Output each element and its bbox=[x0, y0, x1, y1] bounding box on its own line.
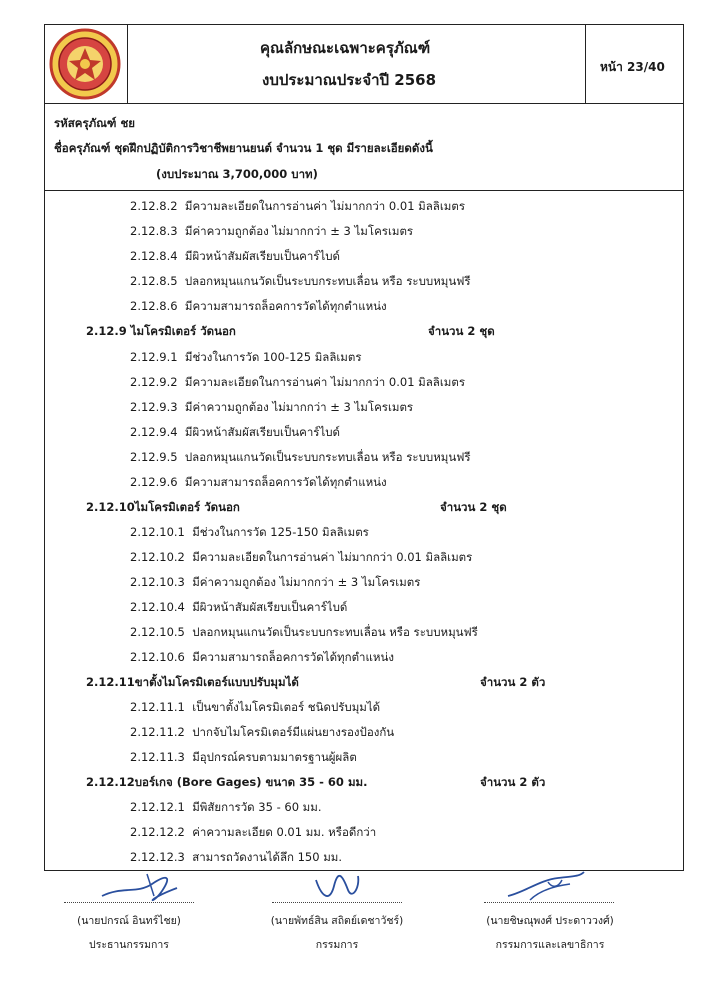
signer-3-name: (นายชิษณุพงศ์ ประดาววงศ์) bbox=[486, 915, 614, 927]
list-item bbox=[130, 449, 471, 467]
list-item bbox=[130, 649, 394, 667]
signature-line bbox=[64, 902, 194, 903]
equipment-name: ชื่อครุภัณฑ์ ชุดฝึกปฏิบัติการวิชาชีพยานยนต์ จำนวน 1 ชุด มีรายละเอียดดังนี้ bbox=[54, 141, 433, 155]
item-number: 2.12.9.1 bbox=[130, 350, 178, 364]
signer-2-role: กรรมการ bbox=[315, 939, 359, 951]
signature-line bbox=[484, 902, 614, 903]
list-item bbox=[130, 424, 340, 442]
item-text: ปลอกหมุนแกนวัดเป็นระบบกระทบเลื่อน หรือ ระบบหมุนฟรี bbox=[184, 450, 471, 464]
item-text: มีความละเอียดในการอ่านค่า ไม่มากกว่า 0.01 มิลลิเมตร bbox=[184, 199, 466, 213]
budget-year-title: งบประมาณประจำปี 2568 bbox=[262, 71, 437, 89]
item-number: 2.12.10.1 bbox=[130, 525, 185, 539]
item-text: มีค่าความถูกต้อง ไม่มากกว่า ± 3 ไมโครเมตร bbox=[184, 400, 414, 414]
item-number: 2.12.9.5 bbox=[130, 450, 178, 464]
item-text: มีความละเอียดในการอ่านค่า ไม่มากกว่า 0.01 มิลลิเมตร bbox=[192, 550, 473, 564]
item-text: มีความสามารถล็อคการวัดได้ทุกตำแหน่ง bbox=[192, 650, 394, 664]
list-item bbox=[130, 624, 478, 642]
item-number: 2.12.11.2 bbox=[130, 725, 185, 739]
list-item bbox=[130, 399, 413, 417]
item-number: 2.12.10.3 bbox=[130, 575, 185, 589]
item-number: 2.12.9.6 bbox=[130, 475, 178, 489]
item-text: มีค่าความถูกต้อง ไม่มากกว่า ± 3 ไมโครเมตร bbox=[192, 575, 421, 589]
item-text: มีอุปกรณ์ครบตามมาตรฐานผู้ผลิต bbox=[192, 750, 357, 764]
signer-2-name: (นายพัทธ์สิน สถิตย์เดชาวัชร์) bbox=[270, 915, 404, 927]
item-number: 2.12.9.3 bbox=[130, 400, 178, 414]
item-text: มีช่วงในการวัด 100-125 มิลลิเมตร bbox=[184, 350, 362, 364]
list-item bbox=[130, 374, 465, 392]
signer-1-name: (นายปกรณ์ อินทร์ไชย) bbox=[77, 915, 181, 927]
list-item bbox=[130, 849, 342, 867]
signer-1-role: ประธานกรรมการ bbox=[89, 939, 169, 951]
item-number: 2.12.8.3 bbox=[130, 224, 178, 238]
item-number: 2.12.11.1 bbox=[130, 700, 185, 714]
item-text: มีความละเอียดในการอ่านค่า ไม่มากกว่า 0.01 มิลลิเมตร bbox=[184, 375, 466, 389]
item-text: ค่าความละเอียด 0.01 มม. หรือดีกว่า bbox=[192, 825, 377, 839]
info-divider bbox=[44, 190, 683, 191]
equipment-code: รหัสครุภัณฑ์ ชย bbox=[54, 116, 135, 130]
section-heading: 2.12.11ขาตั้งไมโครมิเตอร์แบบปรับมุมได้ bbox=[86, 675, 299, 689]
section-quantity: จำนวน 2 ตัว bbox=[480, 775, 546, 789]
item-number: 2.12.10.6 bbox=[130, 650, 185, 664]
item-text: มีผิวหน้าสัมผัสเรียบเป็นคาร์ไบด์ bbox=[184, 249, 341, 263]
section-quantity: จำนวน 2 ชุด bbox=[440, 500, 507, 514]
item-text: มีผิวหน้าสัมผัสเรียบเป็นคาร์ไบด์ bbox=[184, 425, 341, 439]
item-number: 2.12.12.2 bbox=[130, 825, 185, 839]
item-number: 2.12.12.3 bbox=[130, 850, 185, 864]
list-item bbox=[130, 524, 369, 542]
list-item bbox=[130, 298, 387, 316]
item-number: 2.12.9.4 bbox=[130, 425, 178, 439]
item-text: สามารถวัดงานได้ลึก 150 มม. bbox=[192, 850, 343, 864]
signer-3-role: กรรมการและเลขาธิการ bbox=[495, 939, 605, 951]
signature-2-image bbox=[308, 868, 368, 906]
item-number: 2.12.10.4 bbox=[130, 600, 185, 614]
item-text: ปากจับไมโครมิเตอร์มีแผ่นยางรองป้องกัน bbox=[192, 725, 395, 739]
section-heading: 2.12.10ไมโครมิเตอร์ วัดนอก bbox=[86, 500, 240, 514]
list-item bbox=[130, 248, 340, 266]
organization-seal-logo bbox=[49, 28, 121, 100]
item-number: 2.12.8.6 bbox=[130, 299, 178, 313]
item-number: 2.12.10.2 bbox=[130, 550, 185, 564]
list-item bbox=[130, 349, 362, 367]
item-number: 2.12.8.5 bbox=[130, 274, 178, 288]
list-item bbox=[130, 724, 394, 742]
item-text: มีค่าความถูกต้อง ไม่มากกว่า ± 3 ไมโครเมตร bbox=[184, 224, 414, 238]
item-text: มีช่วงในการวัด 125-150 มิลลิเมตร bbox=[192, 525, 369, 539]
item-number: 2.12.10.5 bbox=[130, 625, 185, 639]
item-text: มีความสามารถล็อคการวัดได้ทุกตำแหน่ง bbox=[184, 475, 387, 489]
item-text: ปลอกหมุนแกนวัดเป็นระบบกระทบเลื่อน หรือ ระบบหมุนฟรี bbox=[192, 625, 478, 639]
list-item bbox=[130, 574, 420, 592]
list-item bbox=[130, 198, 465, 216]
page-divider bbox=[585, 24, 586, 104]
list-item bbox=[130, 549, 472, 567]
section-heading: 2.12.9 ไมโครมิเตอร์ วัดนอก bbox=[86, 324, 236, 338]
item-text: มีความสามารถล็อคการวัดได้ทุกตำแหน่ง bbox=[184, 299, 387, 313]
logo-divider bbox=[127, 24, 128, 104]
list-item bbox=[130, 799, 321, 817]
signature-line bbox=[272, 902, 402, 903]
item-number: 2.12.12.1 bbox=[130, 800, 185, 814]
document-title: คุณลักษณะเฉพาะครุภัณฑ์ bbox=[260, 39, 431, 57]
item-text: เป็นขาตั้งไมโครมิเตอร์ ชนิดปรับมุมได้ bbox=[192, 700, 381, 714]
item-number: 2.12.9.2 bbox=[130, 375, 178, 389]
item-text: มีผิวหน้าสัมผัสเรียบเป็นคาร์ไบด์ bbox=[192, 600, 348, 614]
header-divider bbox=[44, 103, 683, 104]
item-text: ปลอกหมุนแกนวัดเป็นระบบกระทบเลื่อน หรือ ระบบหมุนฟรี bbox=[184, 274, 471, 288]
section-heading: 2.12.12บอร์เกจ (Bore Gages) ขนาด 35 - 60 มม. bbox=[86, 775, 368, 789]
signature-1-image bbox=[92, 866, 192, 906]
item-text: มีพิสัยการวัด 35 - 60 มม. bbox=[192, 800, 322, 814]
list-item bbox=[130, 599, 347, 617]
section-quantity: จำนวน 2 ชุด bbox=[428, 324, 495, 338]
page-number: หน้า 23/40 bbox=[600, 60, 665, 74]
item-number: 2.12.11.3 bbox=[130, 750, 185, 764]
list-item bbox=[130, 223, 413, 241]
budget-amount: (งบประมาณ 3,700,000 บาท) bbox=[156, 167, 318, 181]
item-number: 2.12.8.2 bbox=[130, 199, 178, 213]
list-item bbox=[130, 824, 376, 842]
section-quantity: จำนวน 2 ตัว bbox=[480, 675, 546, 689]
item-number: 2.12.8.4 bbox=[130, 249, 178, 263]
list-item bbox=[130, 474, 387, 492]
signature-3-image bbox=[500, 866, 590, 906]
list-item bbox=[130, 273, 471, 291]
list-item bbox=[130, 699, 380, 717]
list-item bbox=[130, 749, 357, 767]
